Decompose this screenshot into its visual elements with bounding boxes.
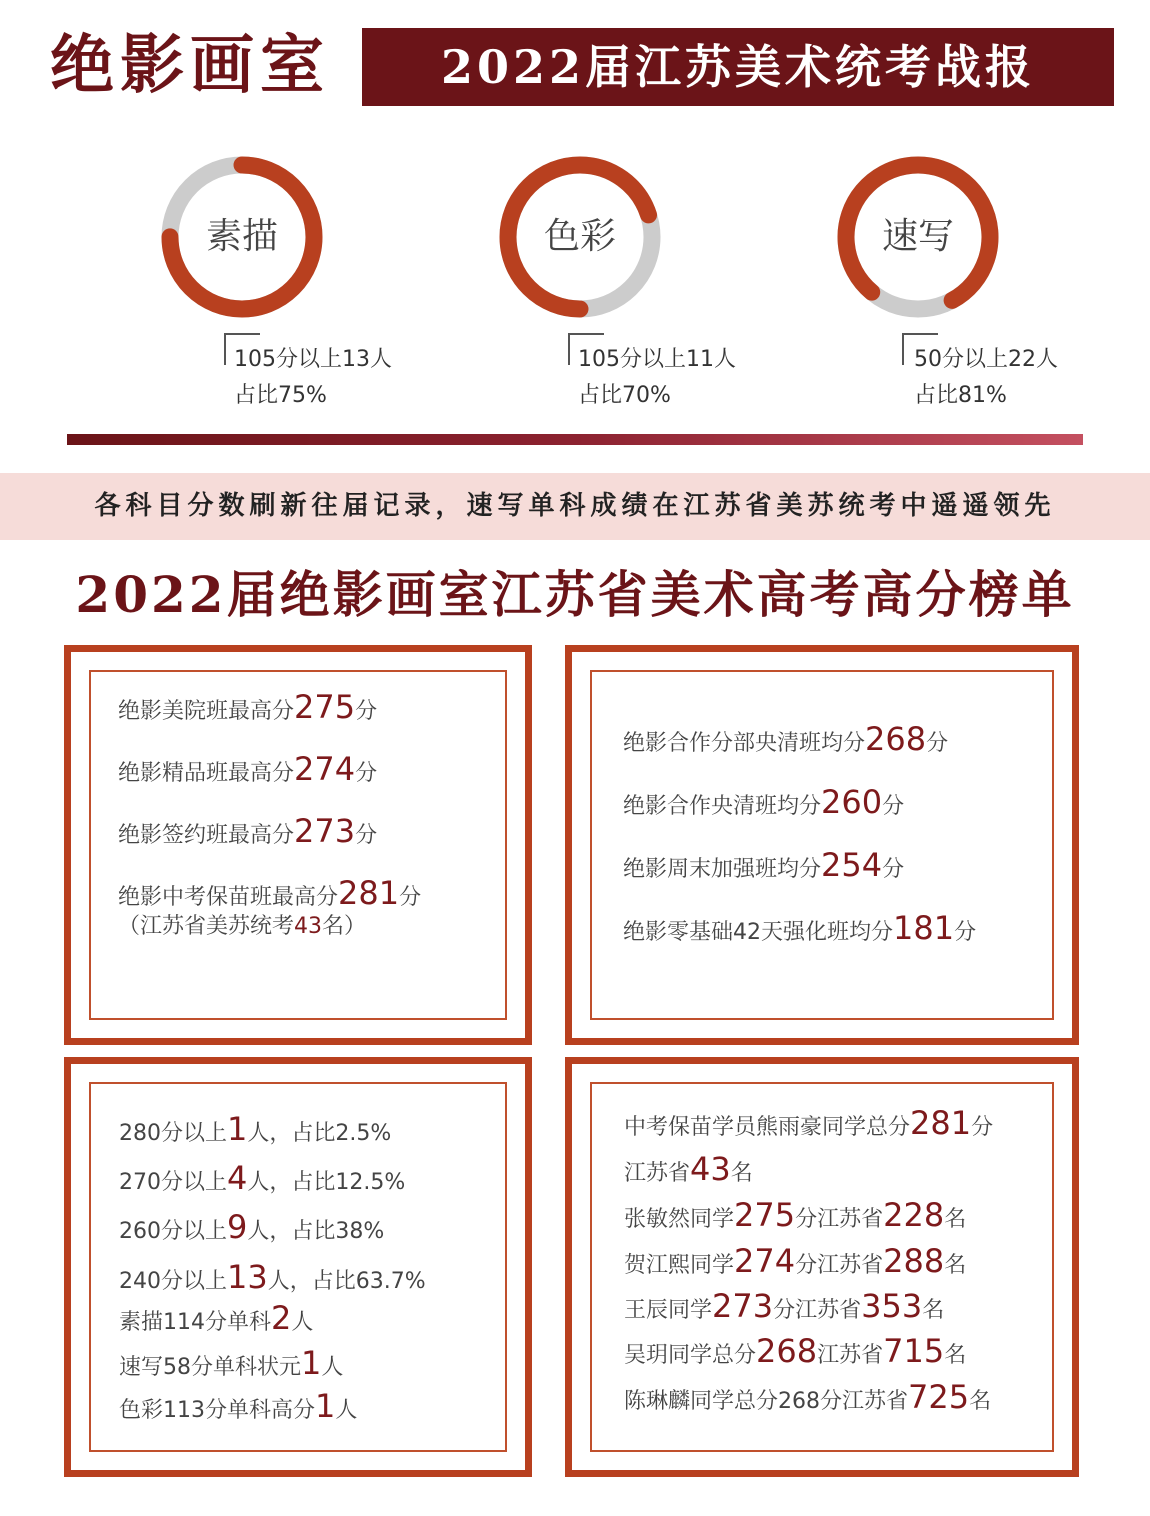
box4-line <box>624 1289 944 1328</box>
text-segment: 名） <box>322 914 367 939</box>
text-segment: 人，占比2.5% <box>247 1121 392 1146</box>
text-segment: 绝影美院班最高分 <box>118 699 295 724</box>
box4-line <box>624 1244 966 1283</box>
highlight-number: 275 <box>734 1196 796 1234</box>
highlight-number: 13 <box>227 1258 268 1296</box>
box1-line <box>118 910 366 944</box>
box2-line <box>623 722 948 761</box>
highlight-number: 43 <box>690 1150 731 1188</box>
text-segment: 43 <box>294 914 323 939</box>
text-segment: 分江苏省 <box>795 1253 884 1278</box>
highlight-number: 260 <box>821 783 883 821</box>
text-segment: 分 <box>355 823 378 848</box>
report-banner: 2022届江苏美术统考战报 <box>362 28 1114 106</box>
text-segment: 260分以上 <box>119 1219 227 1244</box>
text-segment: 绝影合作央清班均分 <box>623 794 822 819</box>
text-segment: 素描114分单科 <box>119 1310 271 1335</box>
box-class-top-scores <box>64 645 532 1045</box>
box2-line <box>623 911 976 950</box>
text-segment: 人 <box>321 1355 344 1380</box>
text-segment: 分 <box>355 761 378 786</box>
text-segment: 人 <box>335 1398 358 1423</box>
highlight-number: 274 <box>734 1242 796 1280</box>
highlight-number: 268 <box>865 720 927 758</box>
text-segment: 280分以上 <box>119 1121 227 1146</box>
highlight-number: 273 <box>294 812 356 850</box>
highlight-number: 4 <box>227 1159 248 1197</box>
highlight-number: 274 <box>294 750 356 788</box>
highlight-number: 228 <box>883 1196 945 1234</box>
ring-label-quicksketch: 速写 <box>881 216 954 257</box>
highlight-number: 1 <box>227 1110 248 1148</box>
highlight-number: 725 <box>908 1378 970 1416</box>
highlight-number: 715 <box>883 1332 945 1370</box>
highlight-number: 353 <box>861 1287 923 1325</box>
text-segment: 陈琳麟同学总分268分江苏省 <box>624 1389 908 1414</box>
box3-line <box>119 1389 357 1428</box>
text-segment: 张敏然同学 <box>624 1207 735 1232</box>
text-segment: 名 <box>730 1161 753 1186</box>
ring-label-color: 色彩 <box>543 216 616 257</box>
text-segment: 分 <box>882 857 905 882</box>
ring-color <box>496 153 664 321</box>
text-segment: 绝影合作分部央清班均分 <box>623 731 866 756</box>
caption-color-line1: 105分以上11人 <box>578 347 736 372</box>
box3-line <box>119 1210 384 1249</box>
box2-line <box>623 785 904 824</box>
box-student-rankings <box>565 1057 1079 1477</box>
highlight-number: 254 <box>821 846 883 884</box>
text-segment: 吴玥同学总分 <box>624 1343 757 1368</box>
caption-sketch-line2: 占比75% <box>234 383 327 408</box>
text-segment: 王辰同学 <box>624 1298 713 1323</box>
caption-color-line2: 占比70% <box>578 383 671 408</box>
text-segment: 人，占比63.7% <box>267 1269 426 1294</box>
text-segment: （江苏省美苏统考 <box>118 914 295 939</box>
text-segment: 分 <box>971 1115 994 1140</box>
list-title: 2022届绝影画室江苏省美术高考高分榜单 <box>75 565 1075 624</box>
box3-line <box>119 1346 343 1385</box>
box-class-averages <box>565 645 1079 1045</box>
text-segment: 名 <box>969 1389 992 1414</box>
gradient-divider <box>67 434 1083 445</box>
box-score-distribution <box>64 1057 532 1477</box>
highlight-number: 9 <box>227 1208 248 1246</box>
text-segment: 绝影零基础42天强化班均分 <box>623 920 893 945</box>
text-segment: 江苏省 <box>624 1161 691 1186</box>
text-segment: 绝影周末加强班均分 <box>623 857 822 882</box>
slogan-bar: 各科目分数刷新往届记录，速写单科成绩在江苏省美苏统考中遥遥领先 <box>0 473 1150 540</box>
text-segment: 分 <box>954 920 977 945</box>
box4-line <box>624 1198 966 1237</box>
box4-line <box>624 1334 966 1373</box>
text-segment: 人，占比38% <box>247 1219 385 1244</box>
box3-line <box>119 1260 426 1299</box>
text-segment: 名 <box>944 1343 967 1368</box>
box3-line <box>119 1301 313 1340</box>
box4-line <box>624 1106 993 1145</box>
text-segment: 速写58分单科状元 <box>119 1355 301 1380</box>
text-segment: 名 <box>944 1253 967 1278</box>
text-segment: 分 <box>882 794 905 819</box>
box4-line <box>624 1380 991 1419</box>
text-segment: 240分以上 <box>119 1269 227 1294</box>
text-segment: 绝影精品班最高分 <box>118 761 295 786</box>
box1-line <box>118 690 377 729</box>
highlight-number: 1 <box>315 1387 336 1425</box>
text-segment: 分江苏省 <box>795 1207 884 1232</box>
text-segment: 中考保苗学员熊雨豪同学总分 <box>624 1115 911 1140</box>
text-segment: 人 <box>291 1310 314 1335</box>
ring-quicksketch <box>834 153 1002 321</box>
caption-quicksketch-line2: 占比81% <box>914 383 1007 408</box>
box1-line <box>118 752 377 791</box>
text-segment: 分 <box>355 699 378 724</box>
text-segment: 分 <box>926 731 949 756</box>
text-segment: 人，占比12.5% <box>247 1170 406 1195</box>
box3-line <box>119 1112 391 1151</box>
text-segment: 分江苏省 <box>773 1298 862 1323</box>
text-segment: 名 <box>922 1298 945 1323</box>
box4-line <box>624 1152 753 1191</box>
highlight-number: 281 <box>338 874 400 912</box>
ring-sketch <box>158 153 326 321</box>
text-segment: 分 <box>399 885 422 910</box>
highlight-number: 288 <box>883 1242 945 1280</box>
highlight-number: 1 <box>301 1344 322 1382</box>
box1-line <box>118 814 377 853</box>
brand-title: 绝影画室 <box>50 28 330 103</box>
highlight-number: 268 <box>756 1332 818 1370</box>
text-segment: 绝影签约班最高分 <box>118 823 295 848</box>
caption-sketch-line1: 105分以上13人 <box>234 347 392 372</box>
highlight-number: 281 <box>910 1104 972 1142</box>
highlight-number: 273 <box>712 1287 774 1325</box>
ring-label-sketch: 素描 <box>205 216 278 257</box>
box3-line <box>119 1161 405 1200</box>
text-segment: 贺江熙同学 <box>624 1253 735 1278</box>
box2-line <box>623 848 904 887</box>
text-segment: 江苏省 <box>817 1343 884 1368</box>
text-segment: 色彩113分单科高分 <box>119 1398 315 1423</box>
caption-quicksketch-line1: 50分以上22人 <box>914 347 1058 372</box>
text-segment: 绝影中考保苗班最高分 <box>118 885 339 910</box>
text-segment: 名 <box>944 1207 967 1232</box>
highlight-number: 181 <box>893 909 955 947</box>
highlight-number: 2 <box>271 1299 292 1337</box>
highlight-number: 275 <box>294 688 356 726</box>
text-segment: 270分以上 <box>119 1170 227 1195</box>
